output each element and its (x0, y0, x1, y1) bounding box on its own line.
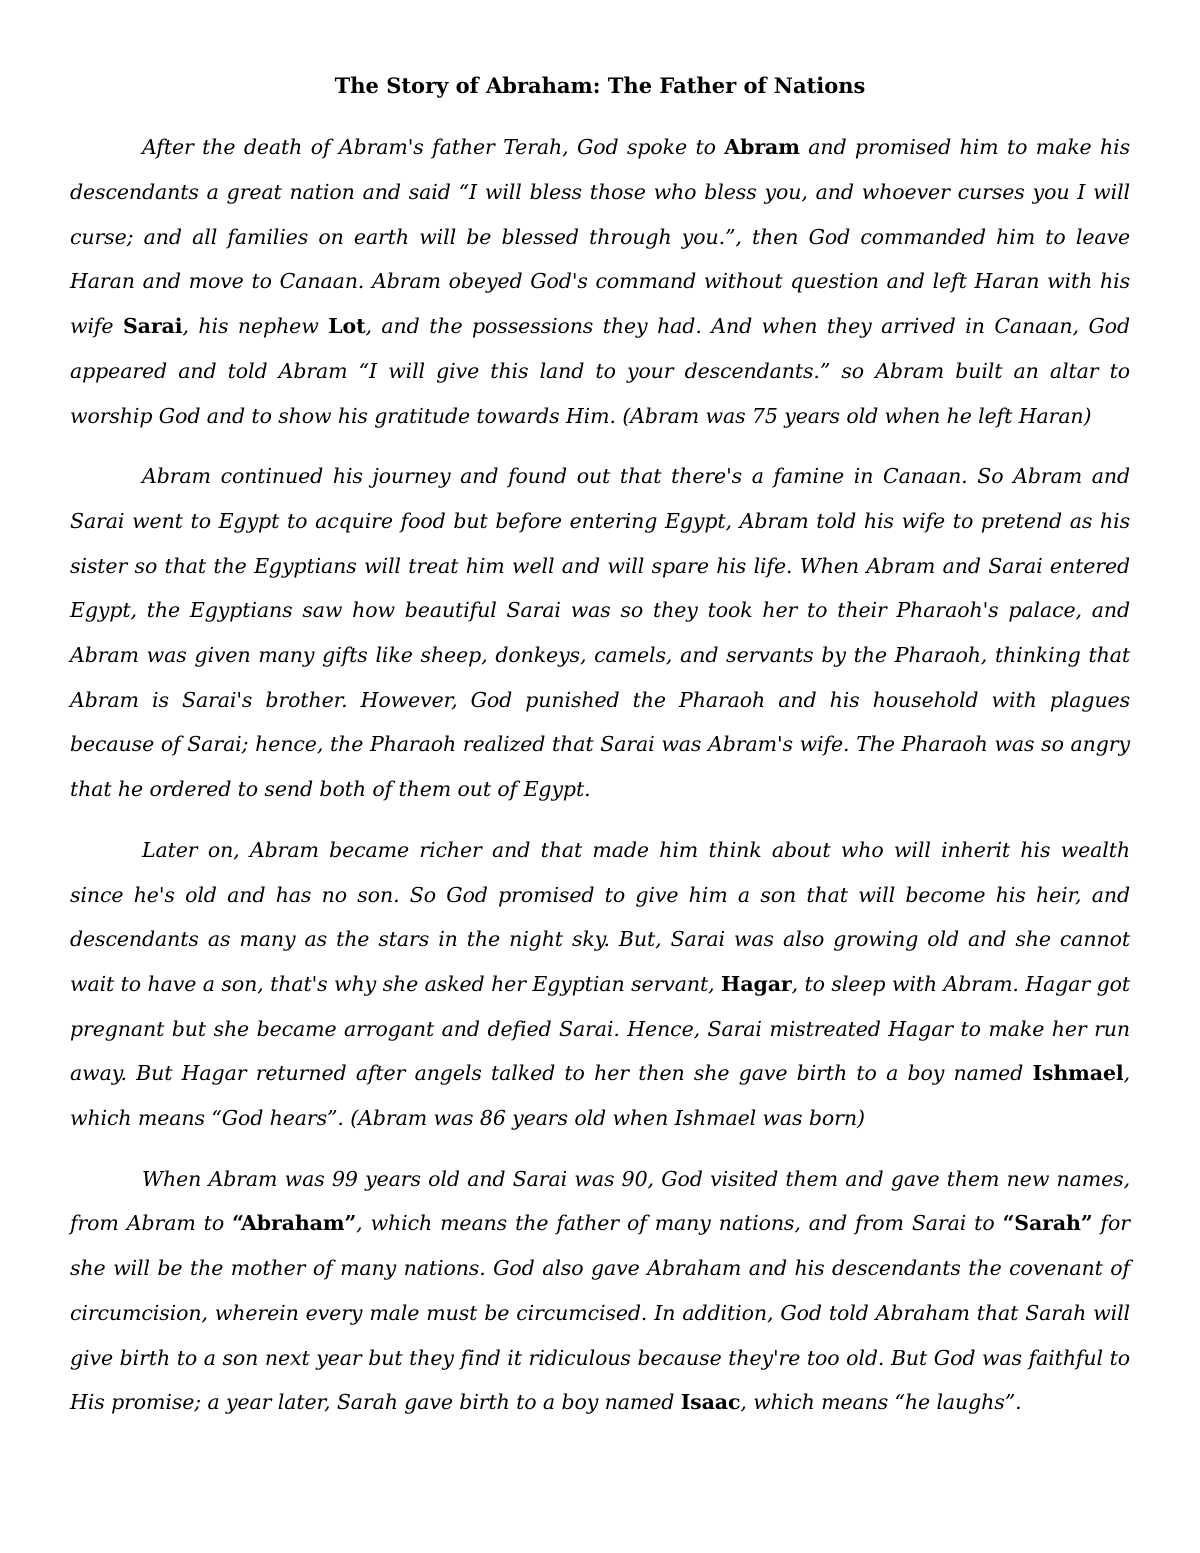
text-run: Later on, Abram became richer and that made him think about who will inherit his wealth since he's old and has no son. So God promised to give him a son that will become his heir, and descendants as many as the stars in the night sky. But, Sarai was also growing old and she cannot wait to have a son, that's why she asked her Egyptian servant, (70, 837, 1130, 996)
name-abraham: “Abraham” (232, 1211, 357, 1236)
document-page (70, 60, 1130, 1441)
name-ishmael: Ishmael (1032, 1061, 1124, 1086)
text-run: , and the possessions they had. And when they arrived in Canaan, God appeared and told Abram “I will give this land to your descendants.” so Abram built an altar to worship God and to show his gratitude towards Him. (Abram was 75 years old when he left Haran) (70, 314, 1130, 428)
text-run: and promised him to make his descendants a great nation and said “I will bless those who bless you, and whoever curses you I will curse; and all families on earth will be blessed through you.”, then God commanded him to leave Haran and move to Canaan. Abram obeyed God's command without question and left Haran with his wife (70, 135, 1130, 339)
name-hagar: Hagar (721, 971, 792, 996)
paragraph-hagar-ishmael (70, 828, 1130, 1141)
name-sarah: “Sarah” (1002, 1211, 1093, 1236)
paragraph-abram-call (70, 125, 1130, 438)
text-run: for she will be the mother of many nations. God also gave Abraham and his descendants the covenant of circumcision, wherein every male must be circumcised. In addition, God told Abraham that Sarah will give birth to a son next year but they find it ridiculous because they're too old. But God was faithful to His promise; a year later, Sarah gave birth to a boy named (70, 1211, 1130, 1415)
name-isaac: Isaac (680, 1390, 741, 1415)
text-run: , to sleep with Abram. Hagar got pregnant but she became arrogant and defied Sarai. Hence, Sarai mistreated Hagar to make her run away. But Hagar returned after angels talked to her then she gave birth to a boy named (70, 971, 1130, 1086)
text-run: Abram continued his journey and found out that there's a famine in Canaan. So Abram and Sarai went to Egypt to acquire food but before entering Egypt, Abram told his wife to pretend as his sister so that the Egyptians will treat him well and will spare his life. When Abram and Sarai entered Egypt, the Egyptians saw how beautiful Sarai was so they took her to their Pharaoh's palace, and Abram was given many gifts like sheep, donkeys, camels, and servants by the Pharaoh, thinking that Abram is Sarai's brother. However, God punished the Pharaoh and his household with plagues because of Sarai; hence, the Pharaoh realized that Sarai was Abram's wife. The Pharaoh was so angry that he ordered to send both of them out of Egypt. (70, 464, 1130, 802)
text-run: , which means the father of many nations, and from Sarai to (356, 1211, 1003, 1236)
text-run: , his nephew (182, 314, 329, 339)
text-run: When Abram was 99 years old and Sarai was 90, God visited them and gave them new names, from Abram to (70, 1166, 1130, 1236)
paragraph-new-names-isaac (70, 1157, 1130, 1425)
paragraph-egypt (70, 454, 1130, 812)
name-lot: Lot (328, 314, 366, 339)
text-run: , which means “God hears”. (Abram was 86 years old when Ishmael was born) (70, 1061, 1130, 1131)
document-title: The Story of Abraham: The Father of Nations (334, 73, 866, 98)
text-run: After the death of Abram's father Terah, God spoke to (142, 135, 725, 160)
name-sarai: Sarai (122, 314, 183, 339)
text-run: , which means “he laughs”. (740, 1390, 1022, 1415)
name-abram: Abram (724, 135, 800, 160)
